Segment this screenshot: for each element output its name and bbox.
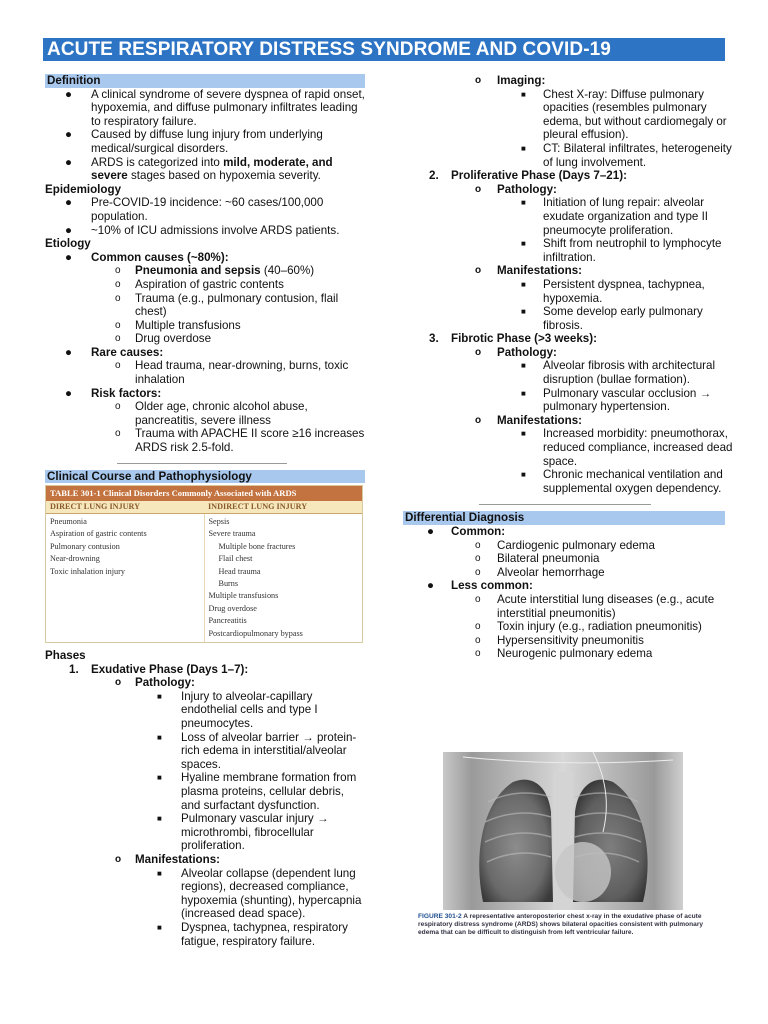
phases-list bbox=[45, 663, 365, 948]
list-item: ■ Dyspnea, tachypnea, respiratory fatigue, respiratory failure. bbox=[157, 920, 348, 948]
table-header bbox=[46, 501, 362, 514]
list-item: o Aspiration of gastric contents bbox=[115, 277, 284, 291]
list-item: ■ Chronic mechanical ventilation and supplemental oxygen dependency. bbox=[521, 468, 723, 495]
table-cell: Burns bbox=[218, 579, 239, 589]
table-cell: Near-drowning bbox=[50, 554, 100, 564]
list-item: ● Caused by diffuse lung injury from underlying medical/surgical disorders. bbox=[65, 128, 323, 155]
list-item: o Pathology: bbox=[475, 182, 557, 196]
list-item: ● A clinical syndrome of severe dyspnea of rapid onset, hypoxemia, and diffuse pulmonary infiltrates leading to respiratory failure. bbox=[65, 87, 365, 128]
list-item: ● Rare causes: bbox=[65, 345, 164, 359]
list-item: ■ Pulmonary vascular injury → microthrombi, fibrocellular proliferation. bbox=[157, 812, 329, 853]
list-item: ■ Persistent dyspnea, tachypnea, hypoxemia. bbox=[521, 277, 705, 305]
list-item: ■ Shift from neutrophil to lymphocyte infiltration. bbox=[521, 237, 722, 264]
definition-list bbox=[45, 88, 365, 183]
figure-caption bbox=[418, 913, 708, 937]
list-item: ● ~10% of ICU admissions involve ARDS patients. bbox=[65, 223, 340, 237]
list-item: ■ Injury to alveolar-capillary endothelial cells and type I pneumocytes. bbox=[157, 689, 318, 731]
list-item: ● Common causes (~80%): bbox=[65, 250, 229, 264]
left-column bbox=[45, 74, 365, 948]
table-cell: Multiple bone fractures bbox=[218, 541, 296, 551]
clinical-header: Clinical Course and Pathophysiology bbox=[45, 470, 365, 484]
table-column-indirect bbox=[204, 514, 363, 642]
disorders-table bbox=[45, 485, 363, 643]
table-cell: Drug overdose bbox=[208, 603, 257, 613]
table-cell: Pneumonia bbox=[50, 517, 87, 527]
right-column bbox=[403, 74, 733, 661]
list-item: o Manifestations: bbox=[475, 264, 583, 278]
list-item: ● Less common: bbox=[427, 579, 533, 593]
list-item: o Bilateral pneumonia bbox=[475, 552, 600, 566]
table-column-direct bbox=[46, 514, 204, 642]
table-cell: Postcardiopulmonary bypass bbox=[208, 628, 303, 638]
table-cell: Toxic inhalation injury bbox=[50, 566, 125, 576]
list-item: o Manifestations: bbox=[475, 413, 583, 427]
list-item: ■ Initiation of lung repair: alveolar exudate organization and type II pneumocyte proliferation. bbox=[521, 196, 709, 237]
figure-label: FIGURE 301-2 bbox=[418, 913, 462, 920]
list-item: ■ Increased morbidity: pneumothorax, reduced compliance, increased dead space. bbox=[521, 427, 733, 468]
list-item: ● ARDS is categorized into mild, moderate, and severe stages based on hypoxemia severity. bbox=[65, 155, 333, 183]
phases-header: Phases bbox=[45, 649, 86, 663]
table-cell: Flail chest bbox=[218, 554, 253, 564]
list-item: o Manifestations: bbox=[115, 853, 221, 866]
list-item: 2. Proliferative Phase (Days 7–21): bbox=[429, 169, 627, 183]
table-cell: Severe trauma bbox=[208, 529, 256, 539]
list-item: 3. Fibrotic Phase (>3 weeks): bbox=[429, 332, 597, 346]
table-cell: Pancreatitis bbox=[208, 616, 247, 626]
table-column-header: DIRECT LUNG INJURY bbox=[50, 501, 141, 511]
table-body bbox=[46, 514, 362, 642]
table-caption: TABLE 301-1 Clinical Disorders Commonly Associated with ARDS bbox=[46, 486, 362, 500]
list-item: o Drug overdose bbox=[115, 332, 212, 346]
epidemiology-header: Epidemiology bbox=[45, 182, 122, 196]
list-item: o Cardiogenic pulmonary edema bbox=[475, 538, 655, 552]
differential-header: Differential Diagnosis bbox=[403, 511, 725, 525]
table-cell: Pulmonary contusion bbox=[50, 541, 120, 551]
list-item: ● Risk factors: bbox=[65, 386, 162, 400]
list-item: o Hypersensitivity pneumonitis bbox=[475, 633, 644, 647]
section-divider bbox=[117, 463, 287, 464]
list-item: ■ Hyaline membrane formation from plasma proteins, cellular debris, and surfactant dysfunction. bbox=[157, 771, 357, 812]
table-cell: Multiple transfusions bbox=[208, 591, 279, 601]
list-item: o Alveolar hemorrhage bbox=[475, 565, 605, 579]
list-item: o Pathology: bbox=[115, 676, 195, 690]
table-cell: Sepsis bbox=[208, 517, 230, 527]
list-item: o Head trauma, near-drowning, burns, toxic inhalation bbox=[115, 359, 349, 387]
list-item: o Neurogenic pulmonary edema bbox=[475, 647, 653, 661]
list-item: ■ CT: Bilateral infiltrates, heterogeneity of lung involvement. bbox=[521, 141, 732, 169]
list-item: ■ Loss of alveolar barrier → protein-rich edema in interstitial/alveolar spaces. bbox=[157, 730, 357, 771]
chest-xray-image bbox=[443, 752, 683, 910]
list-item: o Pathology: bbox=[475, 345, 557, 359]
list-item: o Acute interstitial lung diseases (e.g., acute interstitial pneumonitis) bbox=[475, 592, 715, 620]
definition-header: Definition bbox=[45, 74, 365, 88]
table-cell: Head trauma bbox=[218, 566, 261, 576]
epidemiology-list bbox=[45, 196, 365, 237]
imaging-list bbox=[403, 74, 733, 495]
etiology-list bbox=[45, 251, 365, 455]
table-cell: Aspiration of gastric contents bbox=[50, 529, 147, 539]
list-item: o Imaging: bbox=[475, 74, 546, 87]
table-column-header: INDIRECT LUNG INJURY bbox=[208, 501, 308, 511]
list-item: ■ Some develop early pulmonary fibrosis. bbox=[521, 305, 703, 332]
list-item: o Trauma (e.g., pulmonary contusion, flail chest) bbox=[115, 291, 339, 319]
chest-xray-graphic bbox=[443, 752, 683, 910]
list-item: ■ Chest X-ray: Diffuse pulmonary opacities (resembles pulmonary edema, but without cardiomegaly or pleural effusion). bbox=[521, 87, 727, 142]
list-item: ■ Alveolar collapse (dependent lung regions), decreased compliance, hypoxemia (shunting), hypercapnia (increased dead space). bbox=[157, 866, 362, 921]
list-item: o Multiple transfusions bbox=[115, 318, 241, 332]
list-item: o Toxin injury (e.g., radiation pneumonitis) bbox=[475, 620, 702, 634]
list-item: ● Pre-COVID-19 incidence: ~60 cases/100,000 population. bbox=[65, 196, 324, 223]
differential-list bbox=[403, 525, 733, 661]
figure-caption-text: A representative anteroposterior chest x-ray in the exudative phase of acute respiratory distress syndrome (ARDS) shows bilateral opacities consistent with pulmonary edema that can be difficult to distinguish from left ventricular failure. bbox=[418, 913, 704, 936]
list-item: ■ Pulmonary vascular occlusion → pulmonary hypertension. bbox=[521, 386, 712, 414]
list-item: o Trauma with APACHE II score ≥16 increases ARDS risk 2.5-fold. bbox=[115, 427, 365, 455]
list-item: ● Common: bbox=[427, 525, 506, 538]
list-item: o Pneumonia and sepsis (40–60%) bbox=[115, 264, 315, 278]
page-title: ACUTE RESPIRATORY DISTRESS SYNDROME AND COVID-19 bbox=[43, 38, 725, 61]
list-item: 1. Exudative Phase (Days 1–7): bbox=[69, 662, 249, 676]
list-item: o Older age, chronic alcohol abuse, pancreatitis, severe illness bbox=[115, 400, 308, 427]
list-item: ■ Alveolar fibrosis with architectural disruption (bullae formation). bbox=[521, 359, 716, 387]
section-divider bbox=[479, 504, 651, 505]
etiology-header: Etiology bbox=[45, 237, 91, 251]
